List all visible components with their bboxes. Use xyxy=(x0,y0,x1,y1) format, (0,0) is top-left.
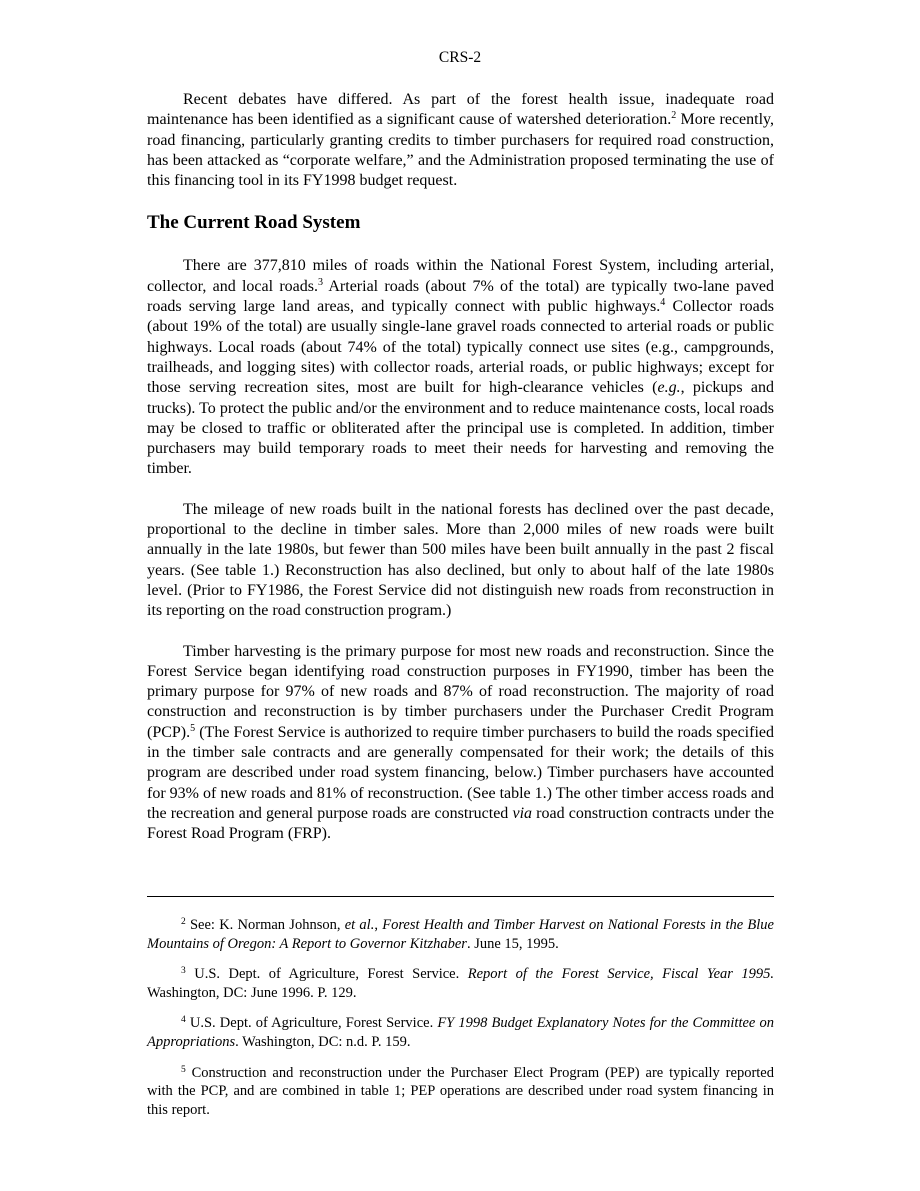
section-heading: The Current Road System xyxy=(147,212,361,234)
text-run: Washington, DC: June 1996. P. 129. xyxy=(147,984,357,1001)
text-run: There are 377,810 miles of roads within the National Forest System, including arterial, collector, and local roads. xyxy=(147,257,774,295)
text-run: . June 15, 1995. xyxy=(466,935,559,952)
text-run: U.S. Dept. of Agriculture, Forest Service. xyxy=(185,1015,438,1032)
italic-text: et al. xyxy=(344,917,375,933)
main-text xyxy=(147,90,774,865)
intro-paragraph xyxy=(147,90,774,191)
page-number: CRS-2 xyxy=(438,49,482,66)
footnote-ref: 4 xyxy=(660,297,666,309)
footnote-marker: 5 xyxy=(181,1064,186,1075)
text-run: U.S. Dept. of Agriculture, Forest Service. xyxy=(185,966,468,983)
citation-title: Report of the Forest Service, Fiscal Year 1995. xyxy=(467,966,774,983)
footnote-5 xyxy=(147,1064,774,1120)
text-run: . Washington, DC: n.d. P. 159. xyxy=(235,1033,411,1050)
text-run: More recently, road financing, particularly granting credits to timber purchasers for required road construction, has been attacked as “corporate welfare,” and the Administration proposed terminating the use of this financing tool in its FY1998 budget request. xyxy=(147,111,774,190)
footnote-divider xyxy=(147,896,774,897)
timber-paragraph xyxy=(147,642,774,845)
italic-text: via xyxy=(512,804,533,822)
citation-title: FY 1998 Budget Explanatory Notes for the Committee on Appropriations xyxy=(147,1015,774,1050)
road-system-paragraph xyxy=(147,256,774,479)
mileage-paragraph: The mileage of new roads built in the national forests has declined over the past decade, proportional to the decline in timber sales. More than 2,000 miles of new roads were built annually in the late 1980s, but fewer than 500 miles have been built annually in the past 2 fiscal years. (See table 1.) Reconstruction has also declined, but only to about half of the late 1980s level. (Prior to FY1986, the Forest Service did not distinguish new roads from reconstruction in its reporting on the road construction program.) xyxy=(147,500,774,620)
text-run: Arterial roads (about 7% of the total) are typically two-lane paved roads serving large land areas, and typically connect with public highways. xyxy=(147,277,774,316)
footnote-marker: 2 xyxy=(181,917,186,927)
citation-title: Forest Health and Timber Harvest on National Forests in the Blue Mountains of Oregon: A Report to Governor Kitzhaber xyxy=(147,917,774,952)
footnote-ref: 2 xyxy=(671,110,677,122)
text-run: Construction and reconstruction under the Purchaser Elect Program (PEP) are typically reported with the PCP, and are combined in table 1; PEP operations are described under road system financing in this report. xyxy=(147,1064,774,1118)
text-run: road construction contracts under the Forest Road Program (FRP). xyxy=(147,804,775,843)
footnote-marker: 4 xyxy=(181,1015,186,1026)
footnote-3 xyxy=(147,965,774,1002)
text-run: , xyxy=(374,917,383,933)
footnote-2 xyxy=(147,916,774,953)
footnote-ref: 3 xyxy=(317,276,323,288)
footnote-marker: 3 xyxy=(181,966,186,977)
footnote-4 xyxy=(147,1014,774,1051)
footnotes xyxy=(147,916,774,1131)
text-run: (The Forest Service is authorized to require timber purchasers to build the roads specified in the timber sale contracts and are generally compensated for their work; the details of this program are described under road system financing, below.) Timber purchasers have accounted for 93% of new roads and 81% of reconstruction. (See table 1.) The other timber access roads and the recreation and general purpose roads are constructed xyxy=(147,723,774,822)
text-run: , pickups and trucks). To protect the public and/or the environment and to reduce maintenance costs, local roads may be closed to traffic or obliterated after the principal use is completed. In addition, timber purchasers may build temporary roads to meet their needs for harvesting and removing the timber. xyxy=(147,379,774,478)
italic-text: e.g. xyxy=(657,379,681,397)
text-run: Recent debates have differed. As part of the forest health issue, inadequate road maintenance has been identified as a significant cause of watershed deterioration. xyxy=(147,91,774,129)
text-run: Collector roads (about 19% of the total) are usually single-lane gravel roads connected to arterial roads or public highways. Local roads (about 74% of the total) typically connect use sites (e.g., campgrounds, trailheads, and logging sites) with collector roads, arterial roads, or public highways; except for those serving recreation sites, most are built for high-clearance vehicles ( xyxy=(147,298,775,397)
text-run: Timber harvesting is the primary purpose for most new roads and reconstruction. Since the Forest Service began identifying road construction purposes in FY1990, timber has been the primary purpose for 97% of new roads and 87% of road reconstruction. The majority of road construction and reconstruction is by timber purchasers under the Purchaser Credit Program (PCP). xyxy=(147,642,774,741)
footnote-ref: 5 xyxy=(190,722,196,734)
text-run: See: K. Norman Johnson, xyxy=(185,917,345,933)
